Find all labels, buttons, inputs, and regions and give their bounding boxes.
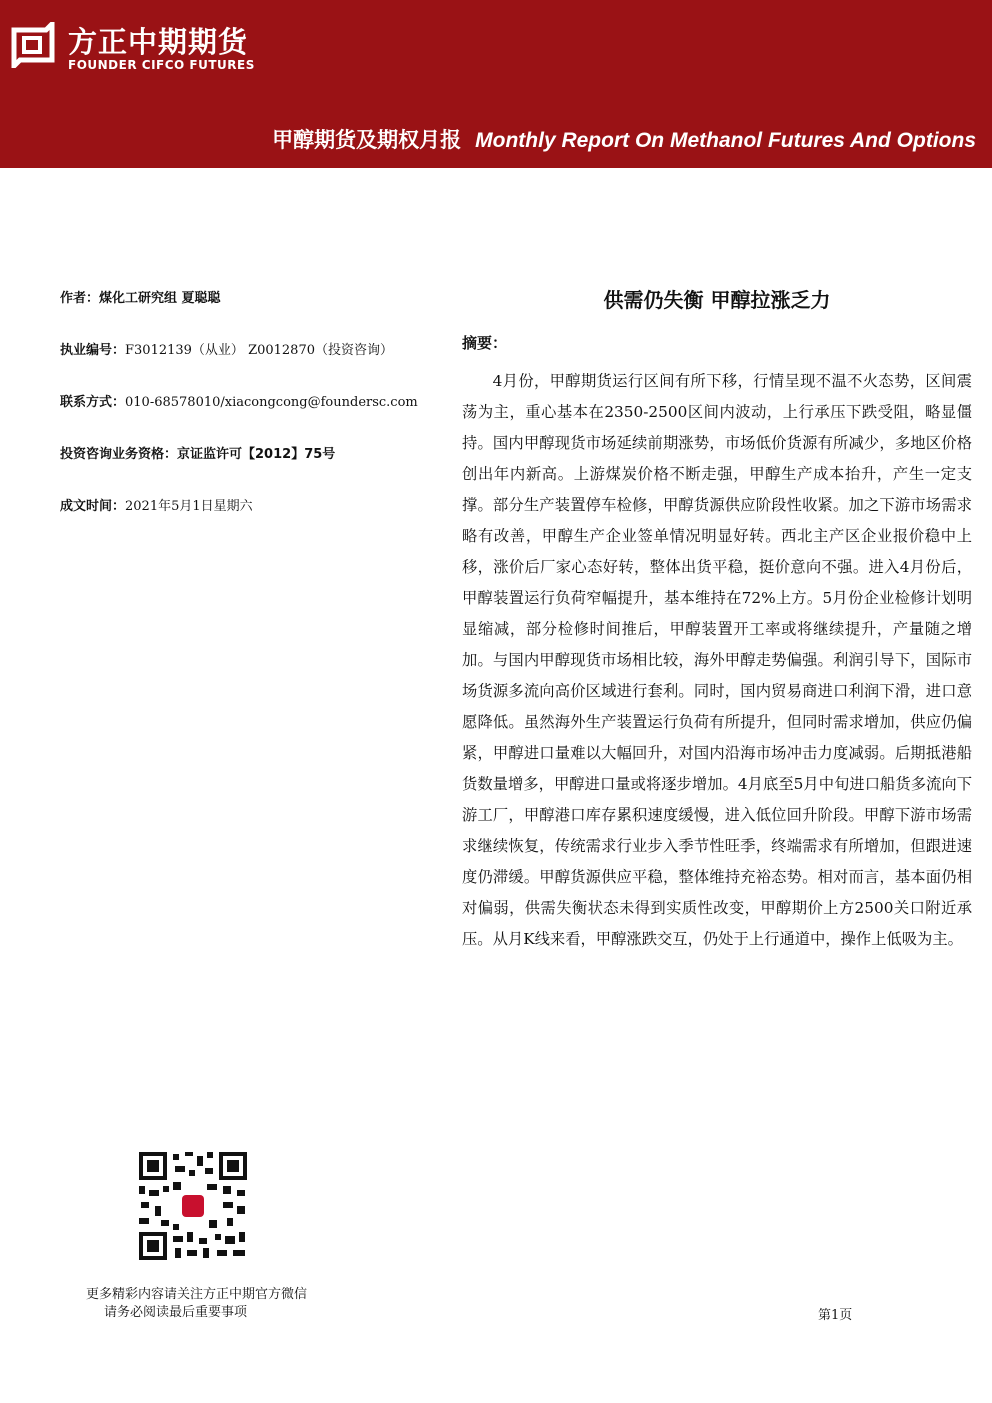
report-title-cn: 甲醇期货及期权月报 bbox=[272, 128, 462, 152]
article-title: 供需仍失衡 甲醇拉涨乏力 bbox=[603, 288, 831, 312]
qr-code-icon bbox=[137, 1150, 249, 1262]
report-title-en: Monthly Report On Methanol Futures And Options bbox=[475, 129, 976, 152]
date-value: 2021年5月1日星期六 bbox=[125, 499, 253, 514]
author-label: 作者： bbox=[60, 291, 100, 306]
qualification-line bbox=[60, 443, 335, 462]
abstract-label: 摘要： bbox=[462, 334, 508, 352]
date-label: 成文时间： bbox=[60, 499, 126, 514]
contact-line bbox=[60, 391, 418, 410]
company-name-en: FOUNDER CIFCO FUTURES bbox=[68, 58, 255, 72]
license-label: 执业编号： bbox=[60, 343, 126, 358]
follow-wechat-text: 更多精彩内容请关注方正中期官方微信 bbox=[86, 1287, 308, 1302]
contact-value: 010-68578010/xiacongcong@foundersc.com bbox=[125, 395, 418, 410]
company-name-cn: 方正中期期货 bbox=[68, 25, 249, 59]
contact-label: 联系方式： bbox=[60, 395, 126, 410]
page-number: 第1页 bbox=[818, 1308, 853, 1323]
qualification-label: 投资咨询业务资格： bbox=[60, 447, 178, 462]
report-header bbox=[0, 0, 992, 168]
qualification-value: 京证监许可【2012】75号 bbox=[177, 447, 336, 462]
author-line bbox=[60, 287, 221, 306]
date-line bbox=[60, 495, 253, 514]
company-logo-icon bbox=[10, 22, 56, 68]
license-value: F3012139（从业） Z0012870（投资咨询） bbox=[125, 343, 393, 358]
footer-notes bbox=[86, 1286, 307, 1322]
important-notice-text: 请务必阅读最后重要事项 bbox=[104, 1305, 248, 1320]
abstract-body: 4月份，甲醇期货运行区间有所下移，行情呈现不温不火态势，区间震荡为主，重心基本在2350-2500区间内波动，上行承压下跌受阻，略显僵持。国内甲醇现货市场延续前期涨势，市场低价货源有所减少，多地区价格创出年内新高。上游煤炭价格不断走强，甲醇生产成本抬升，产生一定支撑。部分生产装置停车检修，甲醇货源供应阶段性收紧。加之下游市场需求略有改善，甲醇生产企业签单情况明显好转。西北主产区企业报价稳中上移，涨价后厂家心态好转，整体出货平稳，挺价意向不强。进入4月份后，甲醇装置运行负荷窄幅提升，基本维持在72%上方。5月份企业检修计划明显缩减，部分检修时间推后，甲醇装置开工率或将继续提升，产量随之增加。与国内甲醇现货市场相比较，海外甲醇走势偏强。利润引导下，国际市场货源多流向高价区域进行套利。同时，国内贸易商进口利润下滑，进口意愿降低。虽然海外生产装置运行负荷有所提升，但同时需求增加，供应仍偏紧，甲醇进口量难以大幅回升，对国内沿海市场冲击力度减弱。后期抵港船货数量增多，甲醇进口量或将逐步增加。4月底至5月中旬进口船货多流向下游工厂，甲醇港口库存累积速度缓慢，进入低位回升阶段。甲醇下游市场需求继续恢复，传统需求行业步入季节性旺季，终端需求有所增加，但跟进速度仍滞缓。甲醇货源供应平稳，整体维持充裕态势。相对而言，基本面仍相对偏弱，供需失衡状态未得到实质性改变，甲醇期价上方2500关口附近承压。从月K线来看，甲醇涨跌交互，仍处于上行通道中，操作上低吸为主。 bbox=[462, 372, 972, 948]
license-line bbox=[60, 339, 393, 358]
author-value: 煤化工研究组 夏聪聪 bbox=[99, 291, 221, 306]
report-title bbox=[272, 124, 976, 154]
